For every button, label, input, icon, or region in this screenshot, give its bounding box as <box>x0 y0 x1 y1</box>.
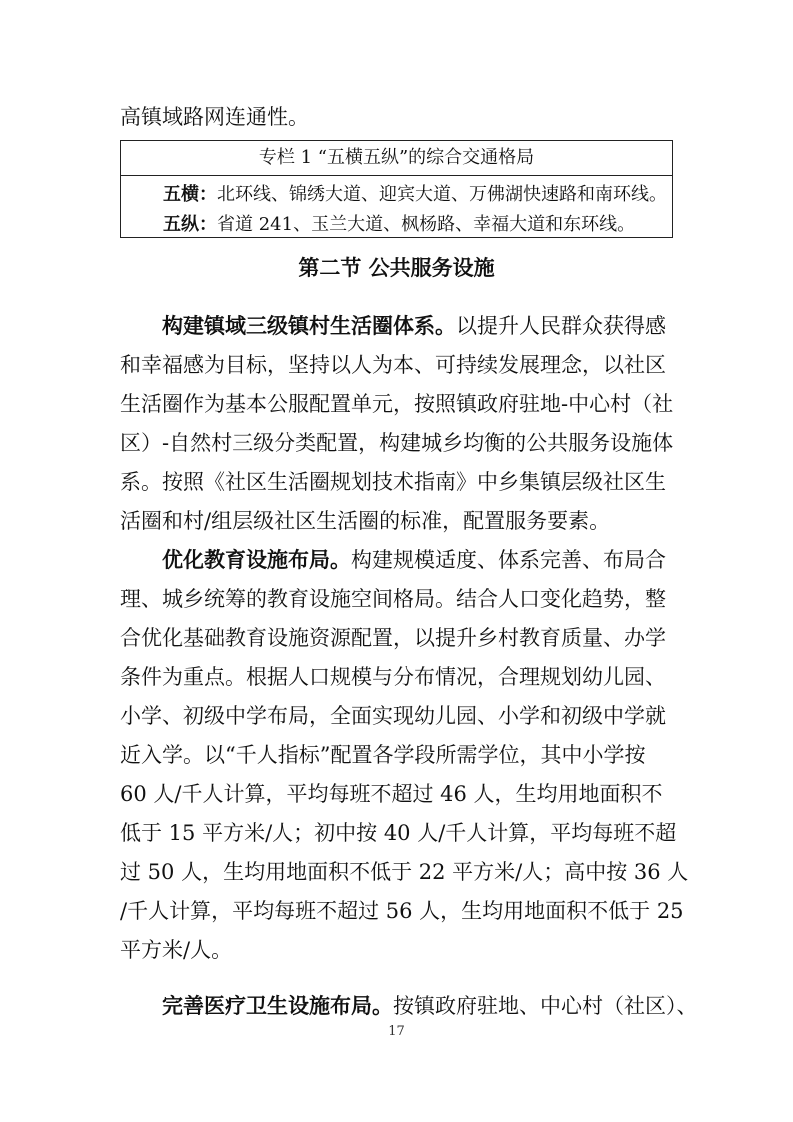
row-label: 五横： <box>163 184 217 205</box>
section-title: 第二节 公共服务设施 <box>298 256 495 280</box>
paragraph-line: 合优化基础教育设施资源配置，以提升乡村教育质量、办学 <box>120 626 666 650</box>
row-label: 五纵： <box>163 214 217 235</box>
paragraph-line: 区）-自然村三级分类配置，构建城乡均衡的公共服务设施体 <box>120 431 674 455</box>
column-box <box>120 140 673 238</box>
paragraph-line: 低于 15 平方米/人；初中按 40 人/千人计算，平均每班不超 <box>120 821 677 845</box>
text-line: 高镇域路网连通性。 <box>120 105 309 129</box>
column-box-title: 专栏 1 “五横五纵”的综合交通格局 <box>121 141 672 176</box>
paragraph-line: 活圈和村/组层级社区生活圈的标准，配置服务要素。 <box>120 509 611 533</box>
paragraph-line <box>162 548 666 572</box>
paragraph-line: 和幸福感为目标，坚持以人为本、可持续发展理念，以社区 <box>120 353 666 377</box>
paragraph-line <box>162 314 666 338</box>
column-box-row-vertical <box>163 214 635 236</box>
paragraph-text: 按镇政府驻地、中心村（社区）、 <box>393 994 698 1018</box>
row-text: 省道 241、玉兰大道、枫杨路、幸福大道和东环线。 <box>217 214 636 235</box>
paragraph-text: 以提升人民群众获得感 <box>456 314 666 338</box>
paragraph-lead: 完善医疗卫生设施布局。 <box>162 994 393 1018</box>
paragraph-lead: 优化教育设施布局。 <box>162 548 351 572</box>
paragraph-line: 60 人/千人计算，平均每班不超过 46 人，生均用地面积不 <box>120 782 663 806</box>
paragraph-line: 条件为重点。根据人口规模与分布情况，合理规划幼儿园、 <box>120 665 666 689</box>
paragraph-line <box>162 994 698 1018</box>
paragraph-line: 生活圈作为基本公服配置单元，按照镇政府驻地-中心村（社 <box>120 392 674 416</box>
paragraph-line: 理、城乡统筹的教育设施空间格局。结合人口变化趋势，整 <box>120 587 666 611</box>
paragraph-line: 平方米/人。 <box>120 938 233 962</box>
paragraph-line: /千人计算，平均每班不超过 56 人，生均用地面积不低于 25 <box>120 899 684 923</box>
paragraph-line: 系。按照《社区生活圈规划技术指南》中乡集镇层级社区生 <box>120 470 666 494</box>
row-text: 北环线、锦绣大道、迎宾大道、万佛湖快速路和南环线。 <box>217 184 667 205</box>
paragraph-line: 小学、初级中学布局，全面实现幼儿园、小学和初级中学就 <box>120 704 666 728</box>
paragraph-text: 构建规模适度、体系完善、布局合 <box>351 548 666 572</box>
paragraph-line: 过 50 人，生均用地面积不低于 22 平方米/人；高中按 36 人 <box>120 860 689 884</box>
page-number: 17 <box>388 1024 405 1039</box>
column-box-row-horizontal <box>163 184 667 206</box>
paragraph-lead: 构建镇域三级镇村生活圈体系。 <box>162 314 456 338</box>
paragraph-line: 近入学。以“千人指标”配置各学段所需学位，其中小学按 <box>120 743 646 767</box>
